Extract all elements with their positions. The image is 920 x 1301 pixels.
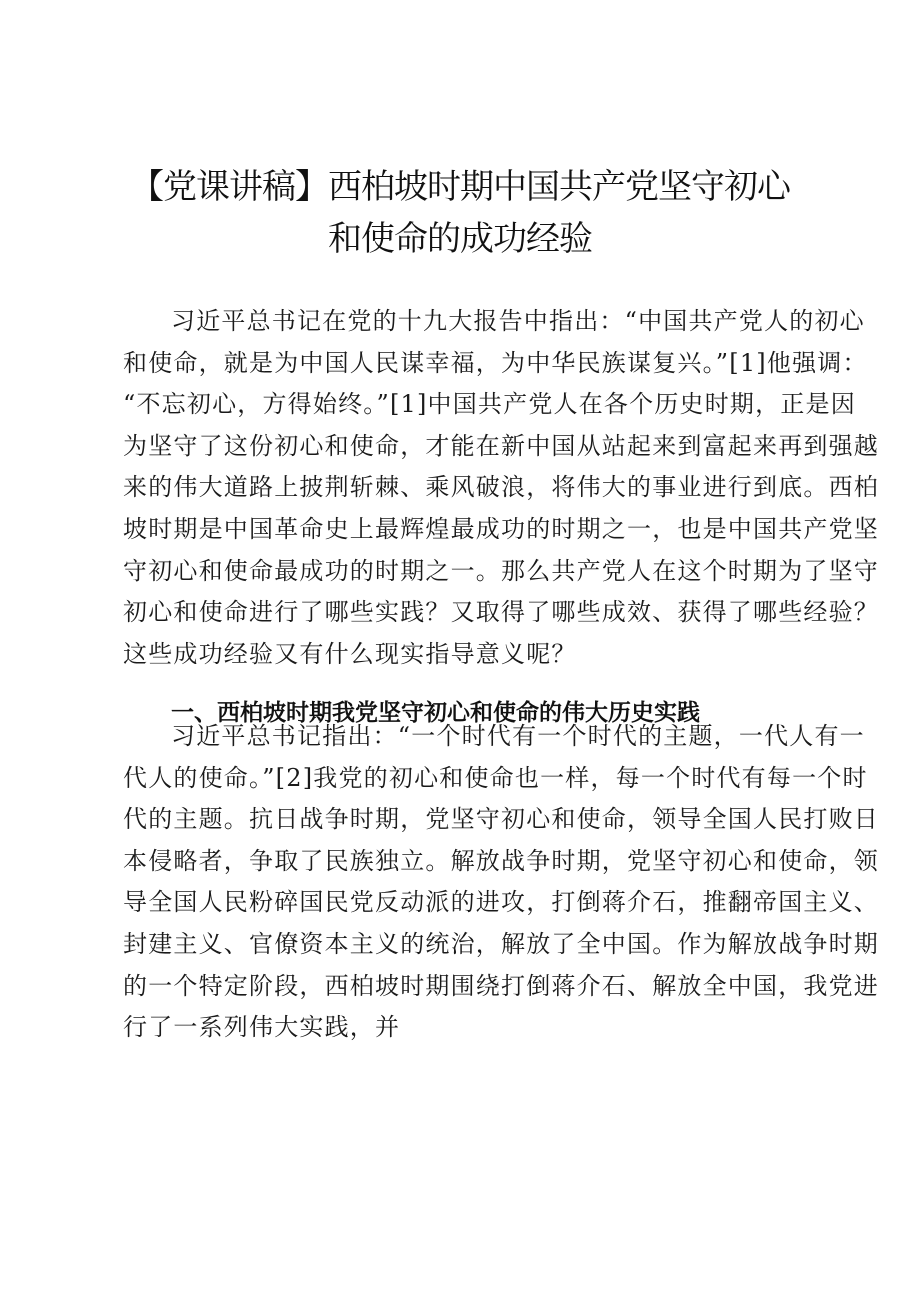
- section-heading: 一、西柏坡时期我党坚守初心和使命的伟大历史实践: [171, 700, 700, 726]
- paragraph-line: 导全国人民粉碎国民党反动派的进攻，打倒蒋介石，推翻帝国主义、: [123, 888, 879, 917]
- paragraph-line: 行了一系列伟大实践，并: [123, 1013, 401, 1042]
- paragraph-line: 坡时期是中国革命史上最辉煌最成功的时期之一，也是中国共产党坚: [123, 514, 879, 543]
- paragraph-line: 这些成功经验又有什么现实指导意义呢？: [123, 639, 577, 668]
- section-paragraph: [123, 716, 879, 1049]
- paragraph-line: 和使命，就是为中国人民谋幸福，为中华民族谋复兴。”[1]他强调：: [123, 348, 868, 377]
- paragraph-line: 的一个特定阶段，西柏坡时期围绕打倒蒋介石、解放全中国，我党进: [123, 971, 879, 1000]
- paragraph-line: 代的主题。抗日战争时期，党坚守初心和使命，领导全国人民打败日: [123, 805, 879, 834]
- paragraph-line: 本侵略者，争取了民族独立。解放战争时期，党坚守初心和使命，领: [123, 846, 879, 875]
- paragraph-line: 代人的使命。”[2]我党的初心和使命也一样，每一个时代有每一个时: [123, 763, 868, 792]
- paragraph-line: “不忘初心，方得始终。”[1]中国共产党人在各个历史时期，正是因: [123, 390, 856, 419]
- paragraph-line: 封建主义、官僚资本主义的统治，解放了全中国。作为解放战争时期: [123, 929, 879, 958]
- paragraph-line: 习近平总书记在党的十九大报告中指出：“中国共产党人的初心: [171, 307, 865, 335]
- paragraph-line: 习近平总书记指出：“一个时代有一个时代的主题，一代人有一: [171, 722, 865, 750]
- paragraph-line: 来的伟大道路上披荆斩棘、乘风破浪，将伟大的事业进行到底。西柏: [123, 473, 879, 502]
- document-title-line-2: 和使命的成功经验: [328, 219, 592, 259]
- paragraph-line: 守初心和使命最成功的时期之一。那么共产党人在这个时期为了坚守: [123, 556, 879, 585]
- paragraph-line: 为坚守了这份初心和使命，才能在新中国从站起来到富起来再到强越: [123, 431, 879, 460]
- document-title-line-1: 【党课讲稿】西柏坡时期中国共产党坚守初心: [130, 167, 790, 207]
- intro-paragraph: [123, 301, 879, 675]
- paragraph-line: 初心和使命进行了哪些实践？又取得了哪些成效、获得了哪些经验？: [123, 598, 879, 627]
